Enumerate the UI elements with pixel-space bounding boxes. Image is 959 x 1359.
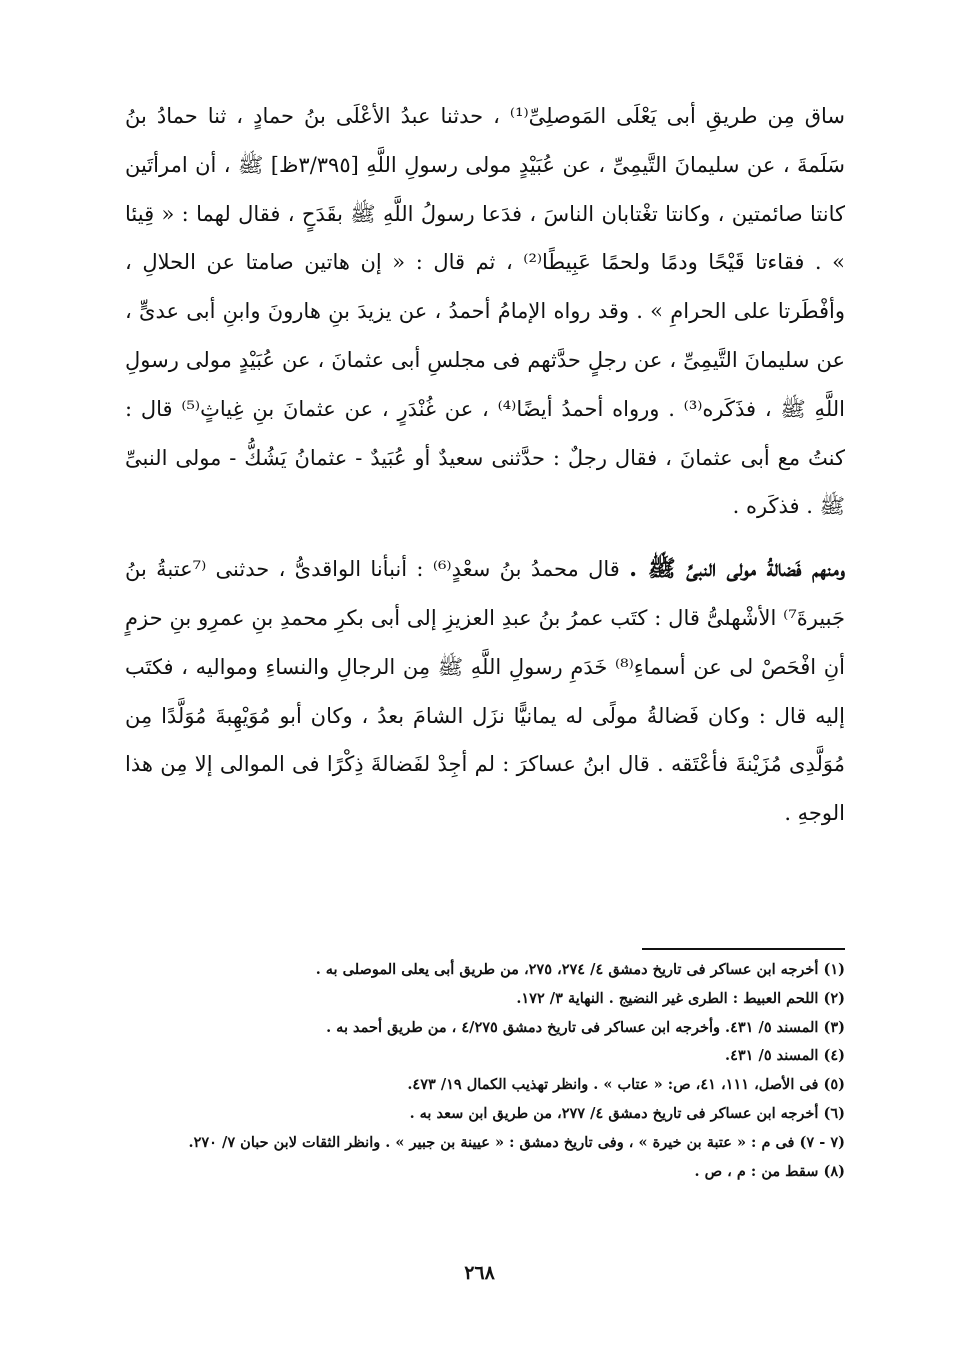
- footnote: (٤) المسند ٥/ ٤٣١.: [725, 1047, 845, 1065]
- paragraph-lead: ومنهم فَضالةُ مولى النبىِّ ﷺ .: [629, 555, 846, 583]
- paragraph: ساق مِن طريقِ أبى يَعْلَى المَوصلِىِّ⁽¹⁾ ، حدثنا عبدُ الأعْلَى بنُ حمادٍ ، ثنا حمادُ بنُ سَلَمةَ ، عن سليمانَ التَّيمِىِّ ، عن عُبَيْدٍ مولى رسولِ اللَّهِ [٣/٣٩٥ظ] ﷺ ، أن امرأتَين كانتا صائمتين ، وكانتا تغْتابان الناسَ ، فدَعا رسولُ اللَّهِ ﷺ بقَدَحٍ ، فقال لهما : « قِيئا » . فقاءتا قَيْحًا ودمًا ولحمًا عَبِيطًا⁽²⁾ ، ثم قال : « إن هاتين صامتا عن الحلالِ ، وأفْطَرتا على الحرامِ » . وقد رواه الإمامُ أحمدُ ، عن يزيدَ بنِ هارونَ وابنِ أبى عدىٍّ ، عن سليمانَ التَّيمِىِّ ، عن رجلٍ حدَّثهم فى مجلسِ أبى عثمانَ ، عن عُبَيْدٍ مولى رسولِ اللَّهِ ﷺ ، فذَكَره⁽³⁾ . ورواه أحمدُ أيضًا⁽⁴⁾ ، عن غُنْدَرٍ ، عن عثمانَ بنِ غِياثٍ⁽⁵⁾ قال : كنتُ مع أبى عثمانَ ، فقال رجلٌ : حدَّثنى سعيدٌ أو عُبَيدٌ - عثمانُ يَشُكُّ - مولى النبىِّ ﷺ . فذكَره .: [125, 104, 845, 519]
- footnote: (٥) فى الأصل، ١١١، ٤١، ص: « عتاب » . وانظر تهذيب الكمال ١٩/ ٤٧٣.: [407, 1076, 845, 1094]
- paragraph: [125, 545, 845, 838]
- footnote: (٨) سقط من : م ، ص .: [694, 1162, 845, 1180]
- footnote: (٧ - ٧) فى م : « عتبة بن خيرة » ، وفى تاريخ دمشق : « عيينة بن جبير » . وانظر الثقات لابن حبان ٧/ ٢٧٠.: [188, 1133, 845, 1151]
- footnote-separator: [642, 948, 845, 950]
- footnote: (٦) أخرجه ابن عساكر فى تاريخ دمشق ٤/ ٢٧٧، من طريق ابن سعد به .: [409, 1104, 845, 1122]
- footnote: (٣) المسند ٥/ ٤٣١. وأخرجه ابن عساكر فى تاريخ دمشق ٤/٢٧٥ ، من طريق أحمد به .: [326, 1018, 845, 1036]
- page-number: ٢٦٨: [464, 1262, 495, 1284]
- footnotes: [140, 956, 845, 1186]
- footnote: (١) أخرجه ابن عساكر فى تاريخ دمشق ٤/ ٢٧٤، ٢٧٥، من طريق أبى يعلى الموصلى به .: [315, 961, 845, 978]
- paragraph-text: قال محمدُ بنُ سعْدٍ⁽⁶⁾ : أنبأنا الواقدىُّ ، حدثنى ⁽⁷عتبةُ بنُ جَبيرةَ⁷⁾ الأشْهلىُّ قال : كتَب عمرُ بنُ عبدِ العزيزِ إلى أبى بكرِ محمدِ بنِ عمرِو بنِ حزمٍ أنِ افْحَصْ لى عن أسماءِ⁽⁸⁾ خَدَمِ رسولِ اللَّهِ ﷺ مِن الرجالِ والنساءِ ومواليه ، فكتَب إليه قال : وكان فَضالةُ مولًى له يمانيًّا نزَل الشامَ بعدُ ، وكان أبو مُوَيْهِبةَ مُوَلَّدًا مِن مُوَلَّدِى مُزَيْنةَ فأعْتَقه . قال ابنُ عساكرَ : لم أجِدْ لفَضالةَ ذِكْرًا فى الموالى إلا مِن هذا الوجهِ .: [125, 557, 845, 826]
- main-text: [125, 92, 845, 838]
- footnote: (٢) اللحم العبيط : الطرى غير النضيج . النهاية ٣/ ١٧٢.: [516, 989, 845, 1007]
